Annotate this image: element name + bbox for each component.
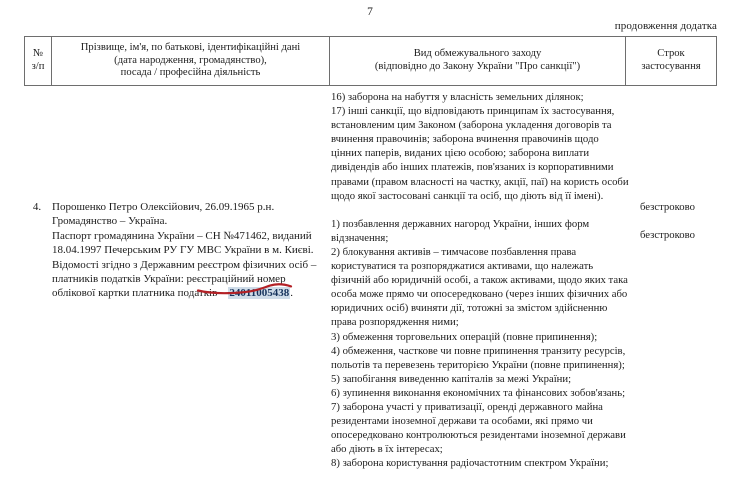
column-header-person-line1: Прізвище, ім'я, по батькові, ідентифікаційні дані	[80, 42, 301, 54]
measure-line: юридичних осіб) вчиняти дії, тотожні за змістом здійсненню	[331, 302, 608, 315]
column-header-person-line2: (дата народження, громадянство),	[114, 54, 267, 66]
column-header-measure	[329, 37, 625, 85]
term-value: безстроково	[640, 229, 695, 242]
measure-line: 6) зупинення виконання економічних та фінансових зобов'язань;	[331, 386, 626, 399]
term-list	[640, 200, 720, 242]
measure-line: правами (правом власності на частку, акції, паї) на користь особи	[331, 175, 629, 188]
column-header-index	[25, 37, 51, 85]
tax-id-highlight[interactable]: 24011005438	[229, 287, 290, 300]
tax-id-line	[52, 286, 332, 300]
column-header-term-line2: застосування	[641, 61, 701, 72]
measure-line: резидентами іноземної держави та особами, які прямо чи	[331, 415, 593, 428]
measure-line: опосередковано контролюються резидентами іноземної держави	[331, 429, 626, 442]
measure-line: 1) позбавлення державних нагород України, інших форм	[331, 217, 590, 230]
page-number: 7	[367, 6, 373, 18]
tax-id-line-prefix: облікової картки платника податків –	[52, 287, 229, 300]
measure-line: 16) заборона на набуття у власність земельних ділянок;	[331, 91, 584, 103]
person-detail-line: Паспорт громадянина України – СН №471462, виданий	[52, 229, 312, 242]
measure-line: 5) запобігання виведенню капіталів за межі України;	[331, 372, 572, 385]
person-details	[52, 200, 332, 301]
measure-line: фізичній або юридичній особі, а також активами, щодо яких така	[331, 274, 628, 287]
measure-line: права розпорядження ними;	[331, 316, 459, 329]
tax-id-line-suffix: .	[290, 287, 293, 300]
measure-line: 8) заборона користування радіочастотним спектром України;	[331, 457, 609, 470]
column-header-person-line3: посада / професійна діяльність	[120, 67, 261, 79]
column-header-index-line2: з/п	[31, 61, 45, 72]
column-header-person	[51, 37, 329, 85]
measure-line: дивідендів або інших платежів, пов'язаних із корпоративними	[331, 161, 614, 174]
person-detail-line: 18.04.1997 Печерським РУ ГУ МВС України в м. Києві.	[52, 244, 314, 257]
column-header-index-line1: №	[32, 48, 44, 60]
table-header-row	[24, 36, 717, 86]
column-header-term	[625, 37, 716, 85]
measure-line: 3) обмеження торговельних операцій (повне припинення);	[331, 330, 598, 343]
column-header-term-line1: Строк	[657, 48, 685, 60]
measure-line: особа може прямо чи опосередковано (через інших фізичних або	[331, 288, 628, 301]
measure-list-separator	[331, 203, 631, 217]
measure-line: 17) інші санкції, що відповідають принципам їх застосування,	[331, 105, 615, 118]
measure-line: польотів та перевезень територією України (повне припинення);	[331, 358, 625, 371]
person-detail-line: Громадянство – Україна.	[52, 215, 168, 228]
measure-lines-new	[331, 217, 631, 471]
measure-line: цінних паперів, виданих цією особою; заборона виплати	[331, 147, 590, 160]
person-detail-line: платників податків України: реєстраційний номер	[52, 273, 286, 286]
measure-line: 4) обмеження, часткове чи повне припинення транзиту ресурсів,	[331, 344, 626, 357]
measure-line: вчинення правочинів; заборона вчинення правочинів щодо	[331, 133, 599, 146]
measure-line: відзначення;	[331, 231, 389, 244]
column-header-measure-line2: (відповідно до Закону України "Про санкції")	[374, 61, 581, 72]
continuation-note: продовження додатка	[614, 20, 717, 32]
person-detail-lines	[52, 200, 332, 286]
term-spacer	[640, 214, 720, 228]
row-index: 4.	[32, 201, 42, 213]
term-value: безстроково	[640, 201, 695, 213]
measure-line: щодо якої застосовані санкції та осіб, що діють від її імені).	[331, 189, 604, 202]
measure-line: встановленим цим Законом (заборона укладення договорів та	[331, 119, 612, 132]
measure-line: користуватися та розпоряджатися активами, що належать	[331, 260, 594, 273]
measure-lines-continued	[331, 90, 631, 203]
measure-line: 7) заборона участі у приватизації, оренді державного майна	[331, 400, 603, 413]
term-items	[640, 200, 720, 242]
measure-list	[331, 90, 631, 470]
person-detail-line: Відомості згідно з Державним реєстром фізичних осіб –	[52, 258, 317, 271]
measure-line: 2) блокування активів – тимчасове позбавлення права	[331, 245, 577, 258]
measure-line: або діють в їх інтересах;	[331, 443, 443, 456]
column-header-measure-line1: Вид обмежувального заходу	[413, 48, 542, 60]
person-detail-line: Порошенко Петро Олексійович, 26.09.1965 р.н.	[52, 201, 275, 213]
